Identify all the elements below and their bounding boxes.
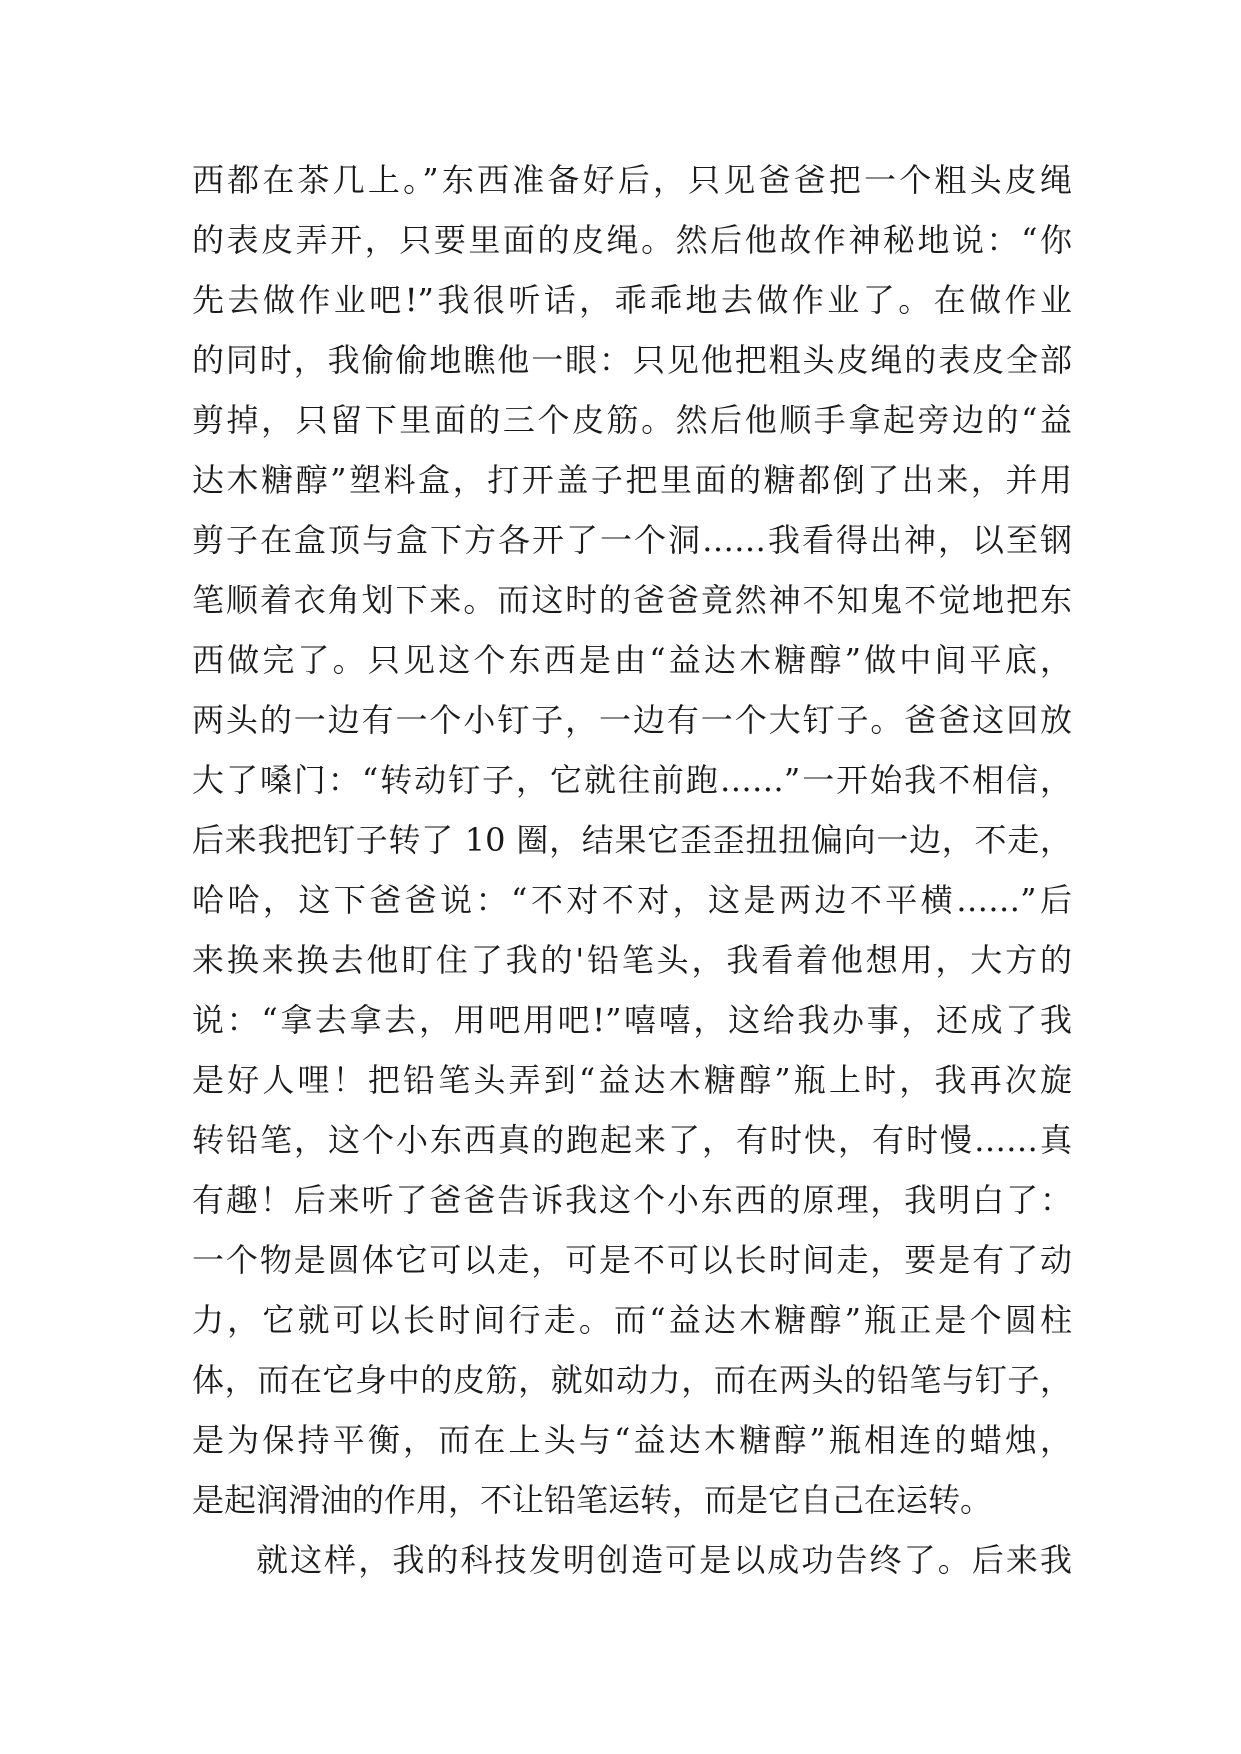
paragraph-last-line: 是起润滑油的作用，不让铅笔运转，而是它自己在运转。 bbox=[192, 1481, 993, 1519]
text-line: 先去做作业吧!”我很听话，乖乖地去做作业了。在做作业 bbox=[192, 281, 1072, 319]
text-line: 两头的一边有一个小钉子，一边有一个大钉子。爸爸这回放 bbox=[192, 701, 1072, 739]
text-line: 说：“拿去拿去，用吧用吧!”嘻嘻，这给我办事，还成了我 bbox=[192, 1001, 1072, 1039]
text-line: 来换来换去他盯住了我的'铅笔头，我看着他想用，大方的 bbox=[192, 941, 1072, 979]
text-line: 达木糖醇”塑料盒，打开盖子把里面的糖都倒了出来，并用 bbox=[192, 461, 1072, 499]
paragraph-first-line: 就这样，我的科技发明创造可是以成功告终了。后来我 bbox=[256, 1541, 1072, 1579]
text-line: 西都在茶几上。”东西准备好后，只见爸爸把一个粗头皮绳 bbox=[192, 161, 1072, 199]
text-line: 笔顺着衣角划下来。而这时的爸爸竟然神不知鬼不觉地把东 bbox=[192, 581, 1072, 619]
text-line: 体，而在它身中的皮筋，就如动力，而在两头的铅笔与钉子， bbox=[192, 1361, 1072, 1399]
text-line: 大了嗓门：“转动钉子，它就往前跑……”一开始我不相信， bbox=[192, 761, 1072, 799]
text-line: 西做完了。只见这个东西是由“益达木糖醇”做中间平底， bbox=[192, 641, 1072, 679]
text-line: 是好人哩！把铅笔头弄到“益达木糖醇”瓶上时，我再次旋 bbox=[192, 1061, 1072, 1099]
text-line: 转铅笔，这个小东西真的跑起来了，有时快，有时慢……真 bbox=[192, 1121, 1072, 1159]
text-line: 后来我把钉子转了 10 圈，结果它歪歪扭扭偏向一边，不走， bbox=[192, 821, 1072, 859]
text-line: 的表皮弄开，只要里面的皮绳。然后他故作神秘地说：“你 bbox=[192, 221, 1072, 259]
text-line: 一个物是圆体它可以走，可是不可以长时间走，要是有了动 bbox=[192, 1241, 1072, 1279]
text-line: 有趣！后来听了爸爸告诉我这个小东西的原理，我明白了： bbox=[192, 1181, 1072, 1219]
text-line: 哈哈，这下爸爸说：“不对不对，这是两边不平横……”后 bbox=[192, 881, 1072, 919]
text-line: 是为保持平衡，而在上头与“益达木糖醇”瓶相连的蜡烛， bbox=[192, 1421, 1072, 1459]
text-line: 剪子在盒顶与盒下方各开了一个洞……我看得出神，以至钢 bbox=[192, 521, 1072, 559]
text-line: 剪掉，只留下里面的三个皮筋。然后他顺手拿起旁边的“益 bbox=[192, 401, 1072, 439]
text-line: 力，它就可以长时间行走。而“益达木糖醇”瓶正是个圆柱 bbox=[192, 1301, 1072, 1339]
text-line: 的同时，我偷偷地瞧他一眼：只见他把粗头皮绳的表皮全部 bbox=[192, 341, 1072, 379]
